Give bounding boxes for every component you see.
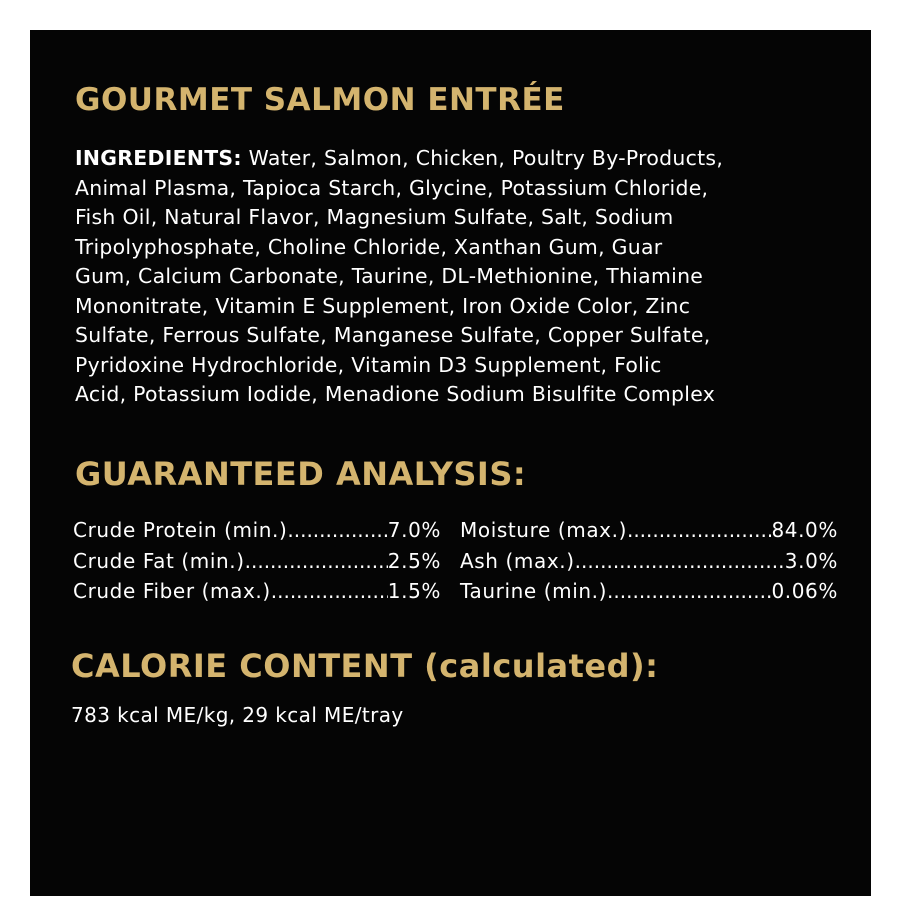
dot-leader bbox=[575, 546, 785, 577]
ingredients-line: Mononitrate, Vitamin E Supplement, Iron Oxide Color, Zinc bbox=[75, 293, 691, 318]
analysis-row bbox=[460, 576, 838, 607]
ingredients-block bbox=[75, 144, 855, 410]
analysis-item-name: Crude Fat (min.) bbox=[73, 548, 245, 573]
dot-leader bbox=[607, 576, 771, 607]
analysis-item-value: 3.0% bbox=[784, 548, 838, 573]
analysis-row bbox=[73, 515, 441, 546]
calorie-text: 783 kcal ME/kg, 29 kcal ME/tray bbox=[71, 703, 404, 727]
nutrition-panel bbox=[30, 30, 871, 896]
ingredients-line: Animal Plasma, Tapioca Starch, Glycine, Potassium Chloride, bbox=[75, 175, 709, 200]
analysis-item-name: Crude Protein (min.) bbox=[73, 518, 288, 542]
analysis-item-value: 2.5% bbox=[387, 548, 441, 573]
analysis-item-name: Ash (max.) bbox=[460, 548, 575, 573]
ingredients-text: Water, Salmon, Chicken, Poultry By-Products, bbox=[241, 146, 724, 170]
dot-leader bbox=[245, 546, 388, 577]
analysis-row bbox=[73, 546, 441, 577]
ingredients-label: INGREDIENTS: bbox=[75, 146, 242, 170]
ingredients-line: Acid, Potassium Iodide, Menadione Sodium Bisulfite Complex bbox=[75, 382, 716, 406]
analysis-item-value: 1.5% bbox=[387, 579, 441, 603]
analysis-column-right bbox=[460, 515, 838, 607]
dot-leader bbox=[627, 515, 771, 546]
ingredients-line: Gum, Calcium Carbonate, Taurine, DL-Methionine, Thiamine bbox=[75, 264, 704, 288]
ingredients-line: Tripolyphosphate, Choline Chloride, Xanthan Gum, Guar bbox=[75, 234, 663, 259]
dot-leader bbox=[271, 576, 388, 607]
dot-leader bbox=[287, 515, 387, 546]
analysis-heading: GUARANTEED ANALYSIS: bbox=[75, 455, 527, 493]
analysis-item-name: Crude Fiber (max.) bbox=[73, 579, 271, 603]
ingredients-line: Pyridoxine Hydrochloride, Vitamin D3 Supplement, Folic bbox=[75, 352, 662, 377]
analysis-row bbox=[73, 576, 441, 607]
analysis-row bbox=[460, 546, 838, 577]
ingredients-line bbox=[75, 144, 855, 174]
analysis-item-value: 7.0% bbox=[387, 518, 441, 542]
calorie-heading: CALORIE CONTENT (calculated): bbox=[71, 647, 659, 685]
analysis-item-name: Taurine (min.) bbox=[460, 579, 608, 603]
analysis-item-value: 84.0% bbox=[771, 518, 838, 542]
ingredients-line: Fish Oil, Natural Flavor, Magnesium Sulfate, Salt, Sodium bbox=[75, 205, 674, 229]
ingredients-line: Sulfate, Ferrous Sulfate, Manganese Sulfate, Copper Sulfate, bbox=[75, 323, 711, 347]
analysis-row bbox=[460, 515, 838, 546]
analysis-item-name: Moisture (max.) bbox=[460, 518, 627, 542]
analysis-item-value: 0.06% bbox=[771, 579, 838, 603]
product-title: GOURMET SALMON ENTRÉE bbox=[75, 82, 565, 118]
analysis-column-left bbox=[73, 515, 441, 607]
